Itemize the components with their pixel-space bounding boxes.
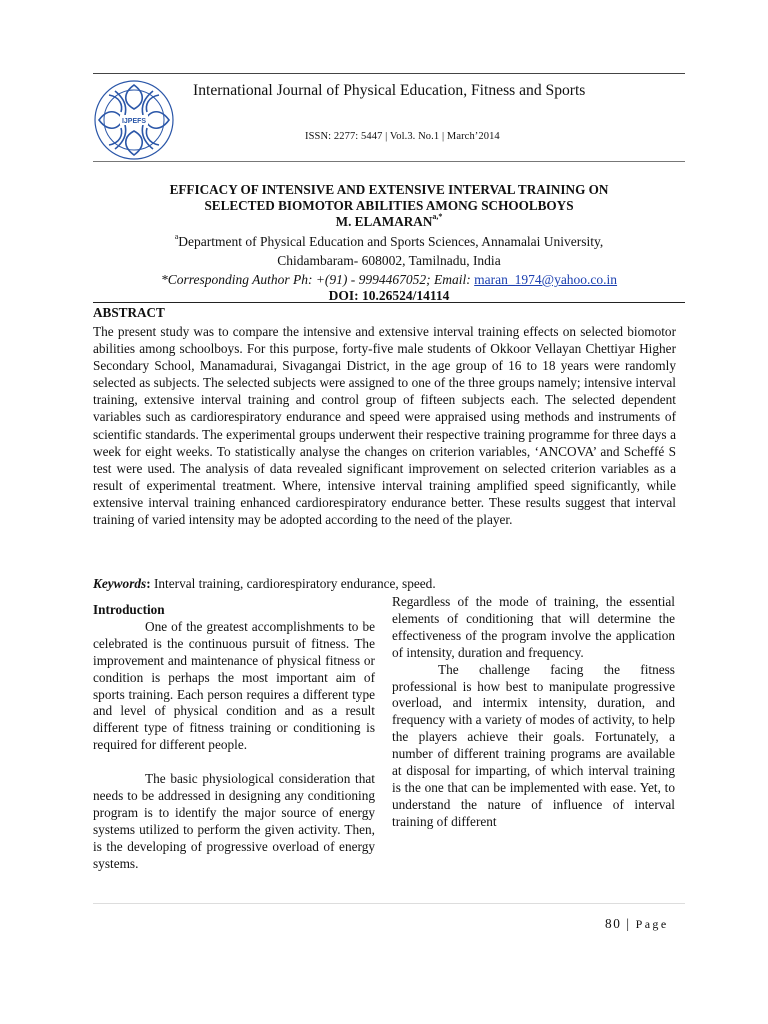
- header-top-rule: [93, 73, 685, 74]
- keywords-label: Keywords: [93, 576, 147, 591]
- abstract-rule: [93, 302, 685, 303]
- footer-rule: [93, 903, 685, 904]
- logo-text: IJPEFS: [121, 118, 147, 125]
- email-link[interactable]: maran_1974@yahoo.co.in: [474, 272, 618, 287]
- right-column: [392, 594, 675, 831]
- affiliation-mark: a: [174, 232, 179, 241]
- intro-paragraph-3: Regardless of the mode of training, the essential elements of conditioning that will determine the effectiveness of the program involve the application of intensity, duration and frequency.: [392, 594, 675, 660]
- author-name: [93, 214, 685, 230]
- article-title-line-1: EFFICACY OF INTENSIVE AND EXTENSIVE INTERVAL TRAINING ON: [169, 182, 609, 197]
- keywords-text: Interval training, cardiorespiratory endurance, speed.: [150, 576, 436, 591]
- page-word: Page: [635, 917, 669, 931]
- header-bottom-rule: [93, 161, 685, 162]
- page-number: [605, 916, 669, 932]
- author-marks: a,*: [432, 212, 443, 221]
- left-column: [93, 602, 375, 873]
- journal-title: International Journal of Physical Education, Fitness and Sports: [193, 82, 586, 99]
- doi: DOI: 10.26524/14114: [328, 288, 450, 303]
- keywords: [93, 576, 436, 592]
- author-name-text: M. ELAMARAN: [335, 214, 433, 229]
- article-title-line-2: SELECTED BIOMOTOR ABILITIES AMONG SCHOOLBOYS: [204, 198, 574, 213]
- abstract-heading: ABSTRACT: [93, 305, 165, 320]
- corresponding-prefix: *Corresponding Author Ph: +(91) - 9994467052; Email:: [160, 272, 475, 287]
- affiliation-line-1: [93, 234, 685, 250]
- abstract-body: The present study was to compare the intensive and extensive interval training effects on selected biomotor abilities among schoolboys. For this purpose, forty-five male students of Okkoor Vellayan Chettiyar Higher Secondary School, Manamadurai, Sivagangai District, in the age group of 16 to 18 years were randomly selected as subjects. The selected subjects were assigned to one of the three groups namely; intensive interval training, extensive interval training and control group of fifteen subjects each. The selected dependent variables such as cardiorespiratory endurance and speed were appraised using methods and instruments of scientific standards. The experimental groups underwent their respective training programme for three days a week for eight weeks. To statistically analyse the changes on criterion variables, ‘ANCOVA’ and Scheffé S test were used. The analysis of data revealed significant improvement on selected criterion variables as a result of experimental treatment. Where, intensive interval training amplified speed significantly, while extensive interval training enhanced cardiorespiratory endurance better. These results suggest that interval training of varied intensity may be adopted according to the need of the player.: [93, 324, 676, 528]
- introduction-heading: Introduction: [93, 602, 165, 617]
- journal-logo-icon: [93, 79, 175, 161]
- corresponding-author: [93, 272, 685, 288]
- issn-line: ISSN: 2277: 5447 | Vol.3. No.1 | March’2014: [305, 131, 500, 142]
- affiliation-line-1-text: Department of Physical Education and Sports Sciences, Annamalai University,: [178, 234, 604, 249]
- intro-paragraph-2: The basic physiological consideration that needs to be addressed in designing any conditioning program is to identify the major source of energy systems utilized to perform the given activity. Then, is the developing of progressive overload of energy systems.: [93, 771, 375, 871]
- page-number-value: 80: [605, 916, 622, 931]
- affiliation-line-2: Chidambaram- 608002, Tamilnadu, India: [277, 253, 501, 268]
- page-separator: |: [621, 916, 636, 931]
- keywords-colon: :: [146, 576, 151, 591]
- intro-paragraph-1: One of the greatest accomplishments to be celebrated is the continuous pursuit of fitness. The improvement and maintenance of physical fitness or condition is perhaps the most important aim of sports training. Each person requires a different type and level of physical condition and as a result different type of fitness training or conditioning is required for different people.: [93, 618, 375, 753]
- intro-paragraph-4: The challenge facing the fitness professional is how best to manipulate progressive overload, and intermix intensity, duration, and frequency with a variety of modes of activity, to help the players achieve their goals. Fortunately, a number of different training programs are available at disposal for imparting, of which interval training is the one that can be implemented with ease. Yet, to understand the nature of influence of interval training of different: [392, 661, 675, 829]
